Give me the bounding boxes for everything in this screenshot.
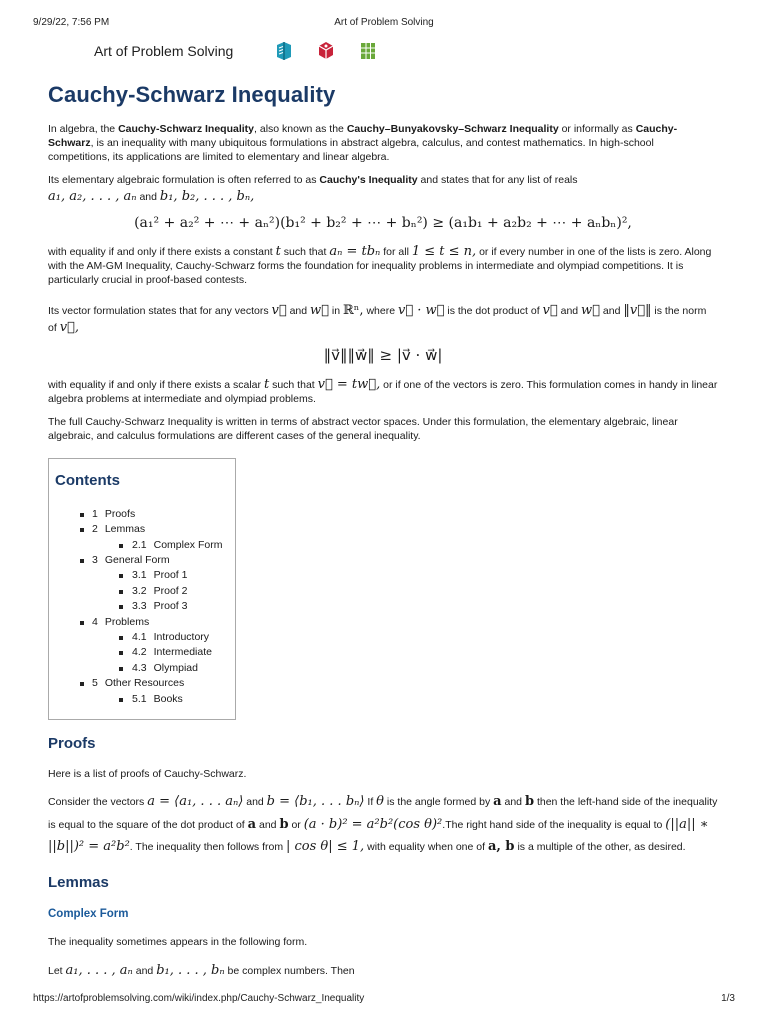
vector-paragraph: Its vector formulation states that for any vectors v⃗ and w⃗ in ℝⁿ, where v⃗ · w⃗ is the dot product of v⃗ and w⃗ and ‖v⃗‖ is the norm of v⃗,	[48, 303, 707, 336]
cauchy-display-formula: (a₁² + a₂² + ⋯ + aₙ²)(b₁² + b₂² + ⋯ + bₙ²) ≥ (a₁b₁ + a₂b₂ + ⋯ + aₙbₙ)²,	[134, 215, 632, 232]
aops-book-icon[interactable]	[275, 40, 293, 62]
toc-title: Contents	[55, 471, 120, 489]
vector-display-formula: ‖v⃗‖‖w⃗‖ ≥ |v⃗ · w⃗|	[323, 345, 443, 364]
site-bar	[94, 38, 401, 64]
toc-item-books[interactable]: 5.1 Books	[55, 692, 229, 707]
toc-item-proof-2[interactable]: 3.2 Proof 2	[55, 584, 229, 599]
aops-grid-book-icon[interactable]	[359, 40, 377, 62]
toc-item-other-resources[interactable]: 5 Other Resources	[55, 676, 229, 691]
site-name[interactable]: Art of Problem Solving	[94, 43, 234, 59]
toc-item-proof-3[interactable]: 3.3 Proof 3	[55, 599, 229, 614]
aops-cube-icon[interactable]	[317, 40, 335, 62]
print-header	[33, 17, 735, 31]
section-heading-lemmas: Lemmas	[48, 874, 109, 892]
print-title: Art of Problem Solving	[334, 17, 434, 28]
complex-intro: The inequality sometimes appears in the following form.	[48, 936, 308, 949]
toc-item-intermediate[interactable]: 4.2 Intermediate	[55, 645, 229, 660]
print-footer	[33, 993, 735, 1007]
toc-item-olympiad[interactable]: 4.3 Olympiad	[55, 661, 229, 676]
intro-paragraph: In algebra, the Cauchy-Schwarz Inequality, also known as the Cauchy–Bunyakovsky–Schwarz Inequality or informally as Cauchy-Schwarz, is an inequality with many ubiquitous formulations in abstract algebra, calculus, and contest mathematics. In high-school competitions, its applications are limited to elementary and linear algebra.	[48, 123, 678, 164]
toc-item-proofs[interactable]: 1 Proofs	[55, 507, 229, 522]
toc-item-introductory[interactable]: 4.1 Introductory	[55, 630, 229, 645]
section-heading-proofs: Proofs	[48, 735, 96, 752]
elementary-paragraph: Its elementary algebraic formulation is often referred to as Cauchy's Inequality and states that for any list of reals a₁, a₂, . . . , aₙ and b₁, b₂, . . . , bₙ,	[48, 174, 578, 205]
toc-list	[55, 507, 229, 707]
page-url: https://artofproblemsolving.com/wiki/index.php/Cauchy-Schwarz_Inequality	[33, 993, 365, 1004]
toc-item-problems[interactable]: 4 Problems	[55, 615, 229, 630]
vector-equality-paragraph: with equality if and only if there exists a scalar t such that v⃗ = tw⃗, or if one of the vectors is zero. This formulation comes in handy in linear algebra problems at intermediate and olympiad problems.	[48, 376, 718, 405]
toc-item-complex-form[interactable]: 2.1 Complex Form	[55, 538, 229, 553]
subsection-heading-complex-form: Complex Form	[48, 908, 129, 921]
toc-item-proof-1[interactable]: 3.1 Proof 1	[55, 568, 229, 583]
complex-paragraph: Let a₁, . . . , aₙ and b₁, . . . , bₙ be complex numbers. Then	[48, 963, 355, 979]
print-datetime: 9/29/22, 7:56 PM	[33, 17, 110, 28]
table-of-contents	[48, 458, 236, 720]
math-a-list: a₁, a₂, . . . , aₙ	[48, 189, 137, 205]
toc-item-lemmas[interactable]: 2 Lemmas	[55, 522, 229, 537]
page-title: Cauchy-Schwarz Inequality	[48, 82, 336, 107]
article-content	[48, 76, 718, 989]
proofs-intro: Here is a list of proofs of Cauchy-Schwarz.	[48, 767, 247, 780]
math-b-list: b₁, b₂, . . . , bₙ,	[159, 189, 255, 205]
equality-paragraph: with equality if and only if there exists a constant t such that aₙ = tbₙ for all 1 ≤ t ≤ n, or if every number in one of the lists is zero. Along with the AM-GM Inequality, Cauchy-Schwarz forms the foundation for inequality problems in intermediate and olympiad competitions. It is particularly crucial in proof-based contests.	[48, 243, 712, 287]
toc-item-general-form[interactable]: 3 General Form	[55, 553, 229, 568]
page-number: 1/3	[721, 993, 735, 1004]
proofs-paragraph: Consider the vectors a = ⟨a₁, . . . aₙ⟩ and b = ⟨b₁, . . . bₙ⟩ If θ is the angle formed by a and b then the left-hand side of the inequality is equal to the square of the dot product of a and b or (a · b)² = a²b²(cos θ)².The right hand side of the inequality is equal to (||a|| ∗ ||b||)² = a²b². The inequality then follows from | cos θ| ≤ 1, with equality when one of a, b is a multiple of the other, as desired.	[48, 793, 718, 855]
full-paragraph: The full Cauchy-Schwarz Inequality is written in terms of abstract vector spaces. Under this formulation, the elementary algebraic, linear algebraic, and calculus formulations are different cases of the general inequality.	[48, 415, 678, 442]
